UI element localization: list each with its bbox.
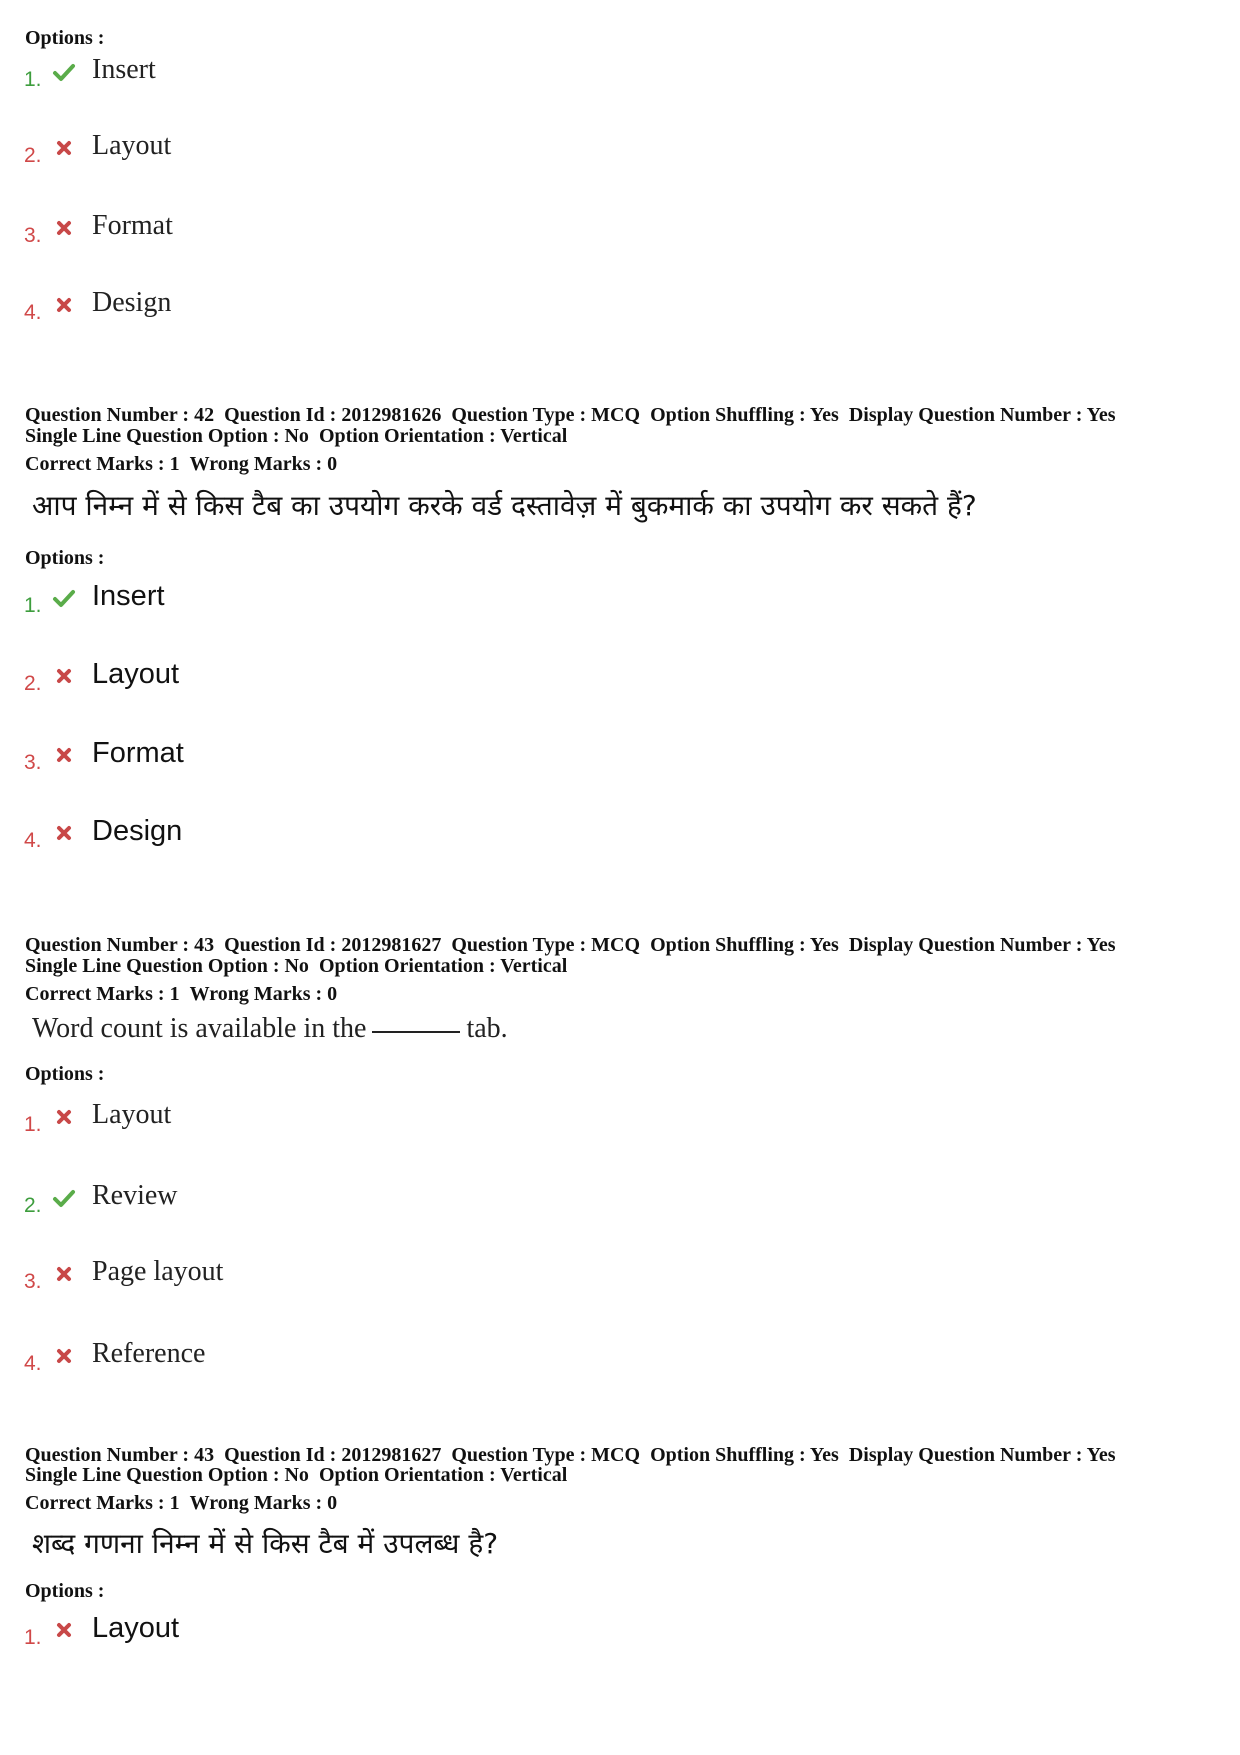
- cross-icon: [52, 664, 76, 688]
- question-type: Question Type : MCQ: [451, 934, 641, 956]
- option-orientation: Option Orientation : Vertical: [318, 1464, 568, 1486]
- option-orientation: Option Orientation : Vertical: [318, 425, 568, 447]
- option-text: Format: [92, 737, 184, 769]
- option-number: 4.: [24, 1352, 42, 1375]
- option-text: Reference: [92, 1338, 206, 1369]
- options-label: Options :: [25, 1063, 105, 1085]
- option-text: Layout: [92, 130, 172, 161]
- question-id: Question Id : 2012981626: [224, 404, 442, 426]
- option-1: [0, 1612, 600, 1662]
- option-3: [0, 737, 600, 787]
- cross-icon: [52, 1618, 76, 1642]
- option-orientation: Option Orientation : Vertical: [318, 955, 568, 977]
- option-number: 1.: [24, 1626, 42, 1649]
- question-meta-line-1: [25, 934, 1126, 956]
- cross-icon: [52, 216, 76, 240]
- question-type: Question Type : MCQ: [451, 1444, 641, 1466]
- option-text: Review: [92, 1180, 178, 1211]
- question-type: Question Type : MCQ: [451, 404, 641, 426]
- option-text: Insert: [92, 580, 165, 612]
- cross-icon: [52, 293, 76, 317]
- option-text: Layout: [92, 1099, 172, 1130]
- check-icon: [52, 1186, 76, 1210]
- option-text: Layout: [92, 658, 180, 690]
- option-number: 1.: [24, 594, 42, 617]
- options-label: Options :: [25, 27, 105, 49]
- wrong-marks: Wrong Marks : 0: [189, 983, 338, 1005]
- option-3: [0, 210, 600, 260]
- question-text: शब्द गणना निम्न में से किस टैब में उपलब्ध है?: [32, 1527, 499, 1560]
- single-line-option: Single Line Question Option : No: [25, 425, 309, 447]
- cross-icon: [52, 1105, 76, 1129]
- option-4: [0, 1338, 600, 1388]
- question-number: Question Number : 42: [25, 404, 215, 426]
- question-number: Question Number : 43: [25, 1444, 215, 1466]
- wrong-marks: Wrong Marks : 0: [189, 453, 338, 475]
- option-number: 3.: [24, 224, 42, 247]
- question-number: Question Number : 43: [25, 934, 215, 956]
- option-number: 1.: [24, 68, 42, 91]
- correct-marks: Correct Marks : 1: [25, 983, 180, 1005]
- question-id: Question Id : 2012981627: [224, 1444, 442, 1466]
- single-line-option: Single Line Question Option : No: [25, 1464, 309, 1486]
- wrong-marks: Wrong Marks : 0: [189, 1492, 338, 1514]
- option-text: Format: [92, 210, 173, 241]
- option-number: 3.: [24, 1270, 42, 1293]
- option-number: 4.: [24, 829, 42, 852]
- option-2: [0, 130, 600, 180]
- fill-in-blank: [372, 1031, 460, 1033]
- marks-line: [25, 453, 347, 475]
- check-icon: [52, 60, 76, 84]
- cross-icon: [52, 136, 76, 160]
- option-text: Design: [92, 287, 172, 318]
- display-question-number: Display Question Number : Yes: [848, 404, 1116, 426]
- question-text: [32, 1013, 508, 1045]
- marks-line: [25, 1492, 347, 1514]
- correct-marks: Correct Marks : 1: [25, 1492, 180, 1514]
- option-4: [0, 815, 600, 865]
- options-label: Options :: [25, 1580, 105, 1602]
- question-meta-line-2: [25, 425, 577, 447]
- cross-icon: [52, 821, 76, 845]
- question-text-before-blank: Word count is available in the: [32, 1013, 367, 1044]
- option-number: 2.: [24, 672, 42, 695]
- option-number: 4.: [24, 301, 42, 324]
- cross-icon: [52, 743, 76, 767]
- question-text-after-blank: tab.: [466, 1013, 508, 1044]
- question-meta-line-1: [25, 404, 1126, 426]
- option-text: Insert: [92, 54, 156, 85]
- option-shuffling: Option Shuffling : Yes: [650, 404, 839, 426]
- option-number: 2.: [24, 1194, 42, 1217]
- question-meta-line-1: [25, 1444, 1126, 1466]
- correct-marks: Correct Marks : 1: [25, 453, 180, 475]
- marks-line: [25, 983, 347, 1005]
- cross-icon: [52, 1344, 76, 1368]
- option-text: Layout: [92, 1612, 180, 1644]
- option-1: [0, 54, 600, 104]
- option-1: [0, 1099, 600, 1149]
- option-2: [0, 1180, 600, 1230]
- cross-icon: [52, 1262, 76, 1286]
- option-text: Page layout: [92, 1256, 224, 1287]
- option-number: 3.: [24, 751, 42, 774]
- options-label: Options :: [25, 547, 105, 569]
- option-number: 2.: [24, 144, 42, 167]
- display-question-number: Display Question Number : Yes: [848, 934, 1116, 956]
- display-question-number: Display Question Number : Yes: [848, 1444, 1116, 1466]
- option-shuffling: Option Shuffling : Yes: [650, 1444, 839, 1466]
- option-4: [0, 287, 600, 337]
- option-shuffling: Option Shuffling : Yes: [650, 934, 839, 956]
- single-line-option: Single Line Question Option : No: [25, 955, 309, 977]
- check-icon: [52, 586, 76, 610]
- question-id: Question Id : 2012981627: [224, 934, 442, 956]
- question-text: आप निम्न में से किस टैब का उपयोग करके वर्ड दस्तावेज़ में बुकमार्क का उपयोग कर सकते हैं?: [32, 489, 977, 522]
- option-3: [0, 1256, 600, 1306]
- question-meta-line-2: [25, 1464, 577, 1486]
- option-text: Design: [92, 815, 183, 847]
- question-meta-line-2: [25, 955, 577, 977]
- option-2: [0, 658, 600, 708]
- option-1: [0, 580, 600, 630]
- option-number: 1.: [24, 1113, 42, 1136]
